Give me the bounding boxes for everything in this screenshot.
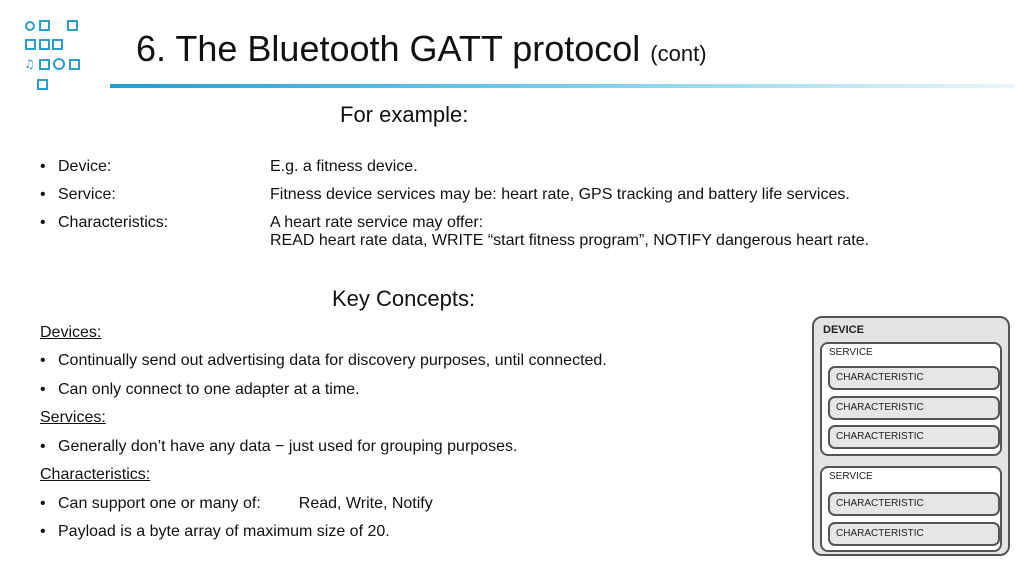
services-label: Services:	[40, 409, 106, 426]
bullet: •	[40, 438, 46, 455]
operations-text: Read, Write, Notify	[298, 495, 433, 512]
list-item	[40, 352, 607, 370]
example-desc-line-1: A heart rate service may offer:	[270, 214, 484, 231]
service-label: SERVICE	[829, 347, 873, 358]
devices-label: Devices:	[40, 324, 102, 341]
bullet: •	[40, 381, 46, 398]
device-label: DEVICE	[823, 324, 864, 336]
example-row-characteristics	[40, 214, 869, 250]
characteristic-box: CHARACTERISTIC	[828, 425, 1000, 449]
device-box	[812, 316, 1010, 556]
service-box	[820, 466, 1002, 552]
characteristics-label: Characteristics:	[40, 466, 151, 483]
bullet: •	[40, 214, 46, 231]
title-main: 6. The Bluetooth GATT protocol	[136, 28, 641, 69]
example-term: Device:	[58, 158, 112, 175]
example-heading: For example:	[340, 102, 469, 127]
list-item	[40, 381, 360, 399]
bullet: •	[40, 352, 46, 369]
list-item	[40, 523, 390, 541]
example-desc: Fitness device services may be: heart rate, GPS tracking and battery life services.	[270, 186, 850, 203]
list-item	[40, 438, 517, 456]
list-item-text: Can only connect to one adapter at a time.	[58, 381, 360, 398]
list-item	[40, 495, 433, 513]
example-desc: E.g. a fitness device.	[270, 158, 418, 175]
title-suffix: (cont)	[650, 41, 707, 66]
title-divider	[110, 84, 1015, 88]
service-label: SERVICE	[829, 471, 873, 482]
characteristic-box: CHARACTERISTIC	[828, 522, 1000, 546]
characteristic-box: CHARACTERISTIC	[828, 366, 1000, 390]
characteristic-box: CHARACTERISTIC	[828, 396, 1000, 420]
example-term: Characteristics:	[58, 214, 169, 231]
logo-icon	[20, 18, 90, 98]
bullet: •	[40, 158, 46, 175]
example-desc-line-2: READ heart rate data, WRITE “start fitness program”, NOTIFY dangerous heart rate.	[270, 232, 870, 249]
characteristic-box: CHARACTERISTIC	[828, 492, 1000, 516]
page-title	[136, 28, 707, 70]
example-row-device	[40, 158, 418, 176]
key-concepts-heading: Key Concepts:	[332, 286, 476, 311]
svg-text:♫: ♫	[24, 57, 35, 71]
example-term: Service:	[58, 186, 116, 203]
gatt-diagram	[812, 316, 1010, 556]
bullet: •	[40, 523, 46, 540]
list-item-text: Generally don’t have any data − just used for grouping purposes.	[58, 438, 518, 455]
example-desc	[270, 214, 869, 250]
list-item-text: Continually send out advertising data for discovery purposes, until connected.	[58, 352, 607, 369]
bullet: •	[40, 186, 46, 203]
service-box	[820, 342, 1002, 456]
bullet: •	[40, 495, 46, 512]
example-row-service	[40, 186, 850, 204]
list-item-text: Payload is a byte array of maximum size of 20.	[58, 523, 390, 540]
list-item-text: Can support one or many of:	[58, 495, 261, 512]
